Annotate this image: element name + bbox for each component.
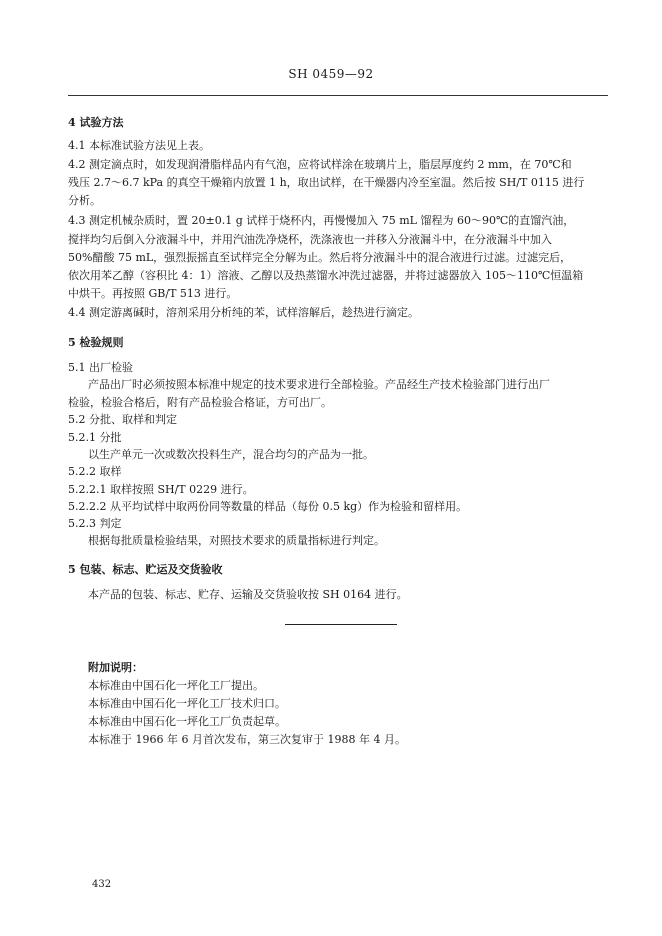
clause-5-2-2-2: 5.2.2.2 从平均试样中取两份同等数量的样品（每份 0.5 kg）作为检验和留样用。 [68, 500, 468, 513]
clause-4-2-line-1: 4.2 测定滴点时，如发现润滑脂样品内有气泡，应将试样涂在玻璃片上，脂层厚度约 2 mm，在 70℃和 [68, 158, 572, 171]
note-managed-by: 本标准由中国石化一坪化工厂技术归口。 [88, 697, 286, 710]
standard-code-header: SH 0459—92 [288, 67, 374, 81]
packaging-text: 本产品的包装、标志、贮存、运输及交货验收按 SH 0164 进行。 [88, 588, 408, 601]
clause-4-4: 4.4 测定游离碱时，溶剂采用分析纯的苯，试样溶解后，趁热进行滴定。 [68, 306, 419, 319]
clause-4-2-line-3: 分析。 [68, 194, 101, 207]
clause-4-3-line-3: 50%醋酸 75 mL，强烈振摇直至试样完全分解为止。然后将分液漏斗中的混合液进行过滤。过滤完后， [68, 251, 572, 264]
additional-notes-heading: 附加说明： [88, 661, 143, 674]
clause-4-3-line-4: 依次用苯乙醇（容积比 4：1）溶液、乙醇以及热蒸馏水冲洗过滤器，并将过滤器放入 105～110℃恒温箱 [68, 269, 584, 282]
clause-4-3-line-1: 4.3 测定机械杂质时，置 20±0.1 g 试样于烧杯内，再慢慢加入 75 mL 馏程为 60～90℃的直馏汽油， [68, 214, 575, 227]
end-of-standard-rule [285, 624, 397, 625]
clause-5-2-1: 5.2.1 分批 [68, 431, 122, 444]
clause-4-1: 4.1 本标准试验方法见上表。 [68, 139, 210, 152]
clause-5-2-3-text: 根据每批质量检验结果，对照技术要求的质量指标进行判定。 [88, 534, 385, 547]
section-packaging-heading: 5 包装、标志、贮运及交货验收 [68, 563, 223, 576]
clause-5-2: 5.2 分批、取样和判定 [68, 413, 177, 426]
note-drafted-by: 本标准由中国石化一坪化工厂负责起草。 [88, 715, 286, 728]
clause-5-2-3: 5.2.3 判定 [68, 517, 122, 530]
note-publication-history: 本标准于 1966 年 6 月首次发布，第三次复审于 1988 年 4 月。 [88, 733, 406, 746]
clause-4-2-line-2: 残压 2.7～6.7 kPa 的真空干燥箱内放置 1 h，取出试样，在干燥器内冷至室温。然后按 SH/T 0115 进行 [68, 176, 585, 189]
note-proposed-by: 本标准由中国石化一坪化工厂提出。 [88, 679, 264, 692]
section-4-heading: 4 试验方法 [68, 116, 124, 129]
clause-5-1-text-1: 产品出厂时必须按照本标准中规定的技术要求进行全部检验。产品经生产技术检验部门进行出厂 [88, 378, 550, 391]
section-5-heading: 5 检验规则 [68, 336, 124, 349]
clause-5-1-text-2: 检验，检验合格后，附有产品检验合格证，方可出厂。 [68, 396, 332, 409]
clause-5-2-2-1: 5.2.2.1 取样按照 SH/T 0229 进行。 [68, 483, 254, 496]
clause-4-3-line-5: 中烘干。再按照 GB/T 513 进行。 [68, 287, 238, 300]
header-rule [68, 95, 608, 96]
clause-5-2-1-text: 以生产单元一次或数次投料生产，混合均匀的产品为一批。 [88, 448, 374, 461]
clause-5-2-2: 5.2.2 取样 [68, 465, 122, 478]
clause-4-3-line-2: 搅拌均匀后倒入分液漏斗中，并用汽油洗净烧杯，洗涤液也一并移入分液漏斗中，在分液漏斗中加入 [68, 233, 552, 246]
page-number: 432 [92, 879, 112, 890]
clause-5-1: 5.1 出厂检验 [68, 361, 133, 374]
